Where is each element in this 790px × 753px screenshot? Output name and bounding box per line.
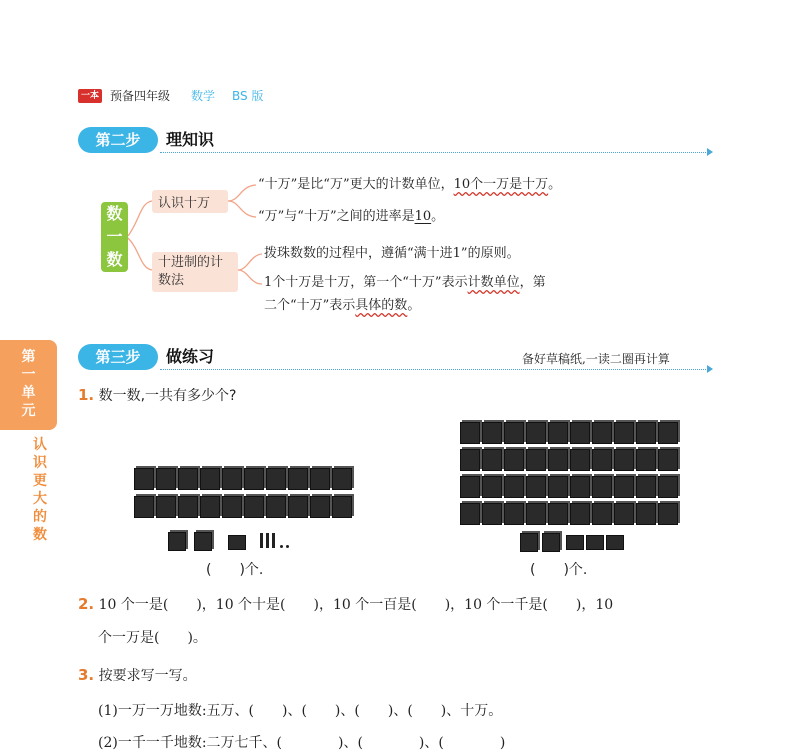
cube-block [244,496,264,518]
question-3-item-2: (2)一千一千地数:二万七千、( )、( )、( ) [98,735,506,751]
cube-block [504,449,524,471]
cube-block [570,449,590,471]
cube-block [548,476,568,498]
cube-block [156,496,176,518]
cube-block [548,449,568,471]
mindmap-node-decimal: 十进制的计 数法 [152,252,238,292]
unit-tab: 第 一 单 元 [0,340,57,430]
cube-block [266,468,286,490]
cube-block [332,496,352,518]
blocks-figure-left [132,466,357,556]
cube-block [222,468,242,490]
rod-block [260,533,263,548]
unit-dot [280,545,283,548]
grade-label: 预备四年级 [110,89,171,103]
cube-block [222,496,242,518]
cube-block [244,468,264,490]
cube-block [482,503,502,525]
cube-block [156,468,176,490]
cube-block [134,468,154,490]
cube-block [310,468,330,490]
answer-blank-right[interactable]: ( )个. [530,562,588,578]
cube-block [636,476,656,498]
cube-block [178,468,198,490]
cube-block [482,449,502,471]
step3-pill: 第三步 [78,344,158,370]
rod-block [272,533,275,548]
blocks-figure-right [458,420,683,555]
mindmap-node-shiwan: 认识十万 [152,190,228,213]
flat-block [606,535,624,550]
cube-block [570,422,590,444]
mindmap-text-2: “万”与“十万”之间的进率是10。 [258,209,445,224]
arrow-icon [707,365,713,373]
cube-block [658,503,678,525]
cube-block [460,422,480,444]
cube-block [460,503,480,525]
cube-block [460,449,480,471]
mindmap-text-1: “十万”是比“万”更大的计数单位，10个一万是十万。 [258,177,562,192]
cube-block [592,422,612,444]
question-3: 3. 按要求写一写。 [78,666,197,684]
cube-block [504,422,524,444]
flat-block [566,535,584,550]
divider-dotted [160,369,708,370]
question-1: 1. 数一数,一共有多少个? [78,386,237,404]
answer-blank-left[interactable]: ( )个. [206,562,264,578]
cube-block [504,503,524,525]
cube-block [266,496,286,518]
cube-block [200,468,220,490]
question-3-item-1: (1)一万一万地数:五万、( )、( )、( )、( )、十万。 [98,703,503,719]
cube-block [178,496,198,518]
cube-block [614,476,634,498]
step3-hint: 备好草稿纸,一读二圈再计算 [522,352,670,366]
cube-block [570,476,590,498]
cube-block [134,496,154,518]
cube-block [570,503,590,525]
cube-block [614,449,634,471]
cube-block [526,476,546,498]
cube-block [614,503,634,525]
cube-block [526,503,546,525]
cube-block [482,476,502,498]
cube-block [636,449,656,471]
question-2: 2. 10 个一是( )，10 个十是( )，10 个一百是( )，10 个一千是( )，10 [78,595,614,613]
cube-block [636,503,656,525]
cube-block [614,422,634,444]
mindmap-text-4: 1个十万是十万，第一个“十万”表示计数单位，第 [264,275,546,290]
question-2-cont: 个一万是( )。 [98,630,207,646]
cube-block [542,533,560,552]
step3-title: 做练习 [166,347,215,366]
cube-block [548,503,568,525]
cube-block [526,449,546,471]
mindmap-text-3: 拨珠数数的过程中，遵循“满十进1”的原则。 [264,246,520,261]
cube-block [592,503,612,525]
edition-label: BS 版 [232,89,264,103]
rod-block [266,533,269,548]
mindmap-root: 数 一 数 [101,202,128,272]
mindmap-text-5: 二个“十万”表示具体的数。 [264,298,421,313]
cube-block [548,422,568,444]
cube-block [526,422,546,444]
cube-block [168,532,186,551]
cube-block [288,468,308,490]
cube-block [332,468,352,490]
cube-block [658,422,678,444]
cube-block [460,476,480,498]
cube-block [504,476,524,498]
flat-block [228,535,246,550]
unit-dot [286,545,289,548]
cube-block [288,496,308,518]
cube-block [520,533,538,552]
cube-block [310,496,330,518]
cube-block [658,449,678,471]
brand-logo: 一本 [78,89,102,103]
flat-block [586,535,604,550]
unit-subtitle: 认 识 更 大 的 数 [33,437,47,543]
subject-label: 数学 [191,89,216,103]
cube-block [592,449,612,471]
cube-block [200,496,220,518]
step2-pill: 第二步 [78,127,158,153]
cube-block [482,422,502,444]
cube-block [194,532,212,551]
cube-block [636,422,656,444]
cube-block [658,476,678,498]
cube-block [592,476,612,498]
step2-title: 理知识 [166,130,215,149]
